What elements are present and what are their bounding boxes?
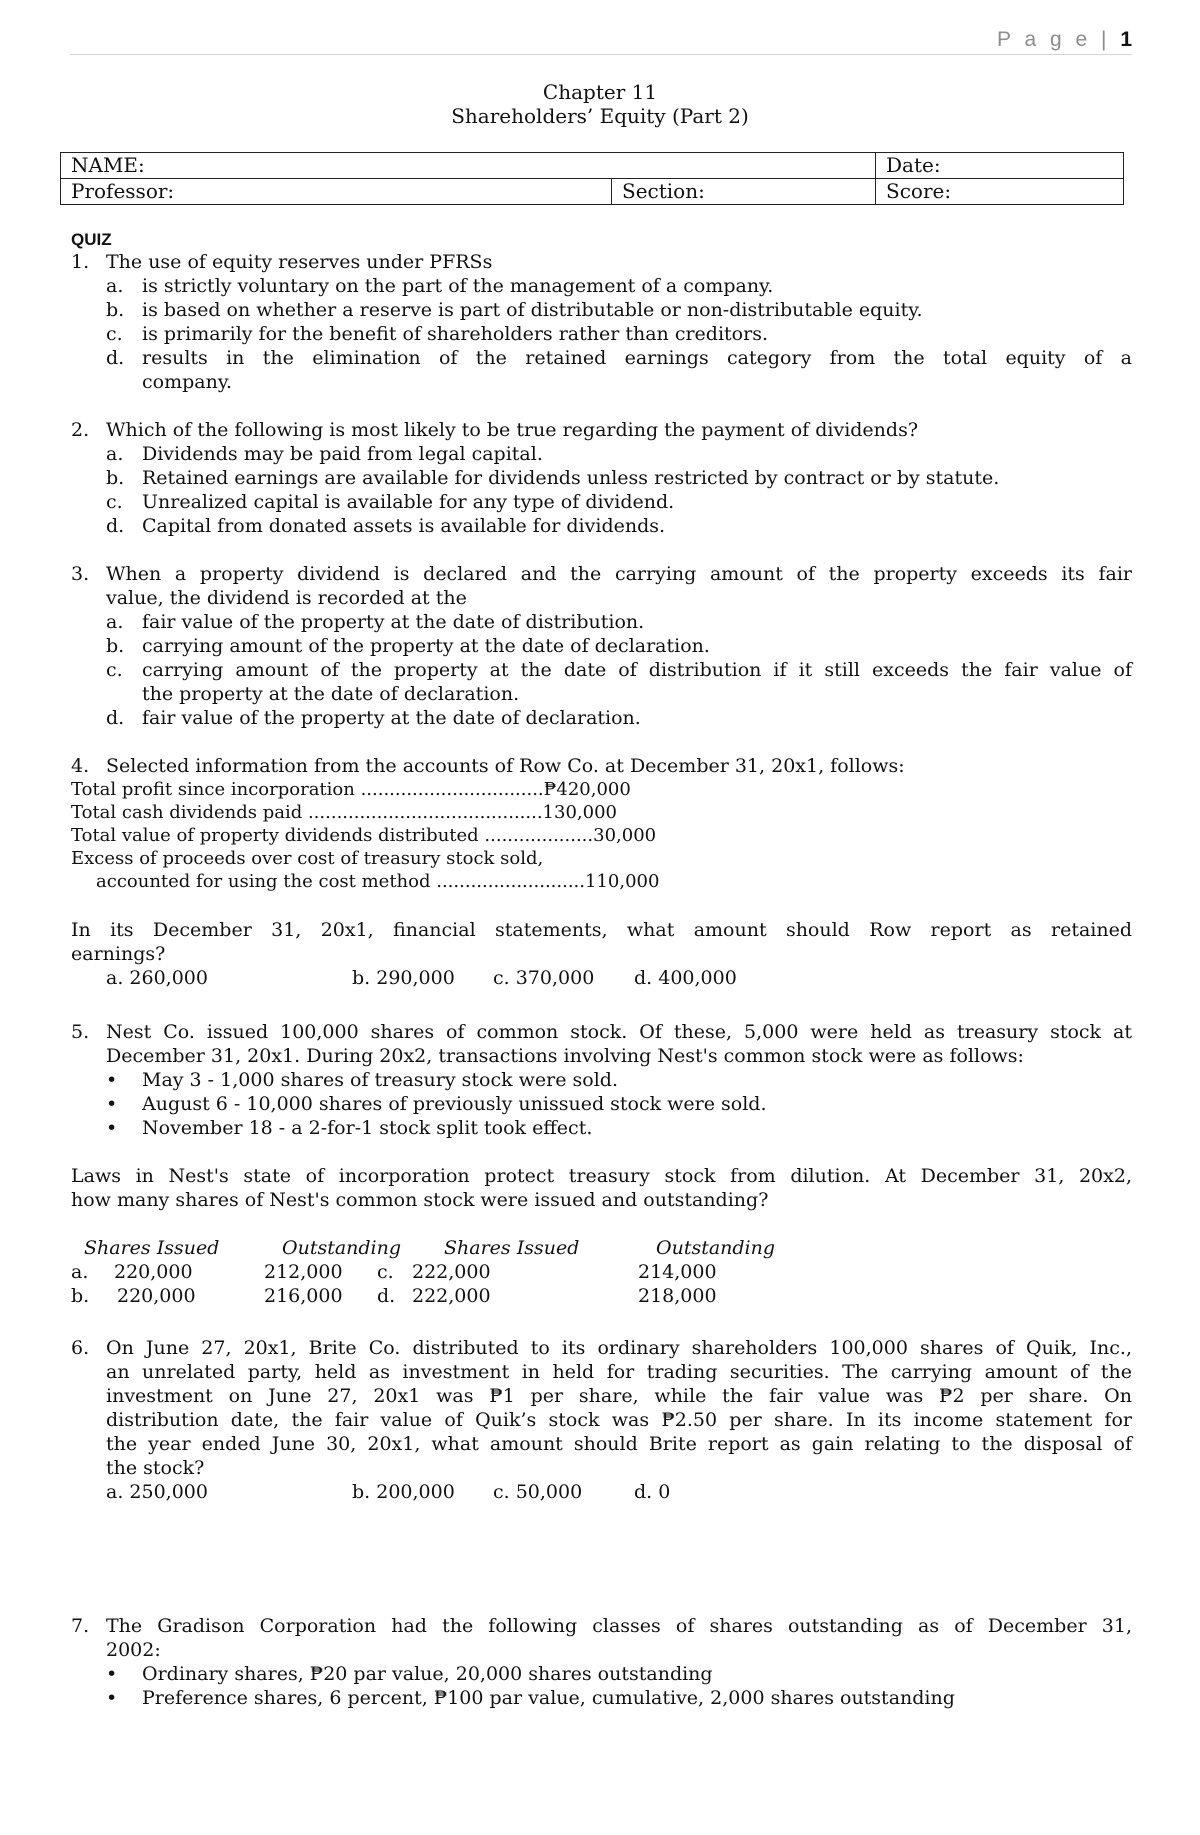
q7-bullet-1: Ordinary shares, ₱20 par value, 20,000 shares outstanding <box>142 1663 713 1685</box>
q6-option-b[interactable]: b. 200,000 <box>352 1481 455 1503</box>
chapter-subtitle: Shareholders’ Equity (Part 2) <box>451 104 749 128</box>
q1-stem: The use of equity reserves under PFRSs <box>106 251 493 273</box>
q1-option-b-letter: b. <box>106 299 125 321</box>
score-field[interactable]: Score: <box>876 179 1124 205</box>
page-header <box>70 22 1132 55</box>
q3-option-c-letter: c. <box>106 659 123 681</box>
q3-stem-cont: value, the dividend is recorded at the <box>106 587 467 609</box>
q2-option-c[interactable]: Unrealized capital is available for any type of dividend. <box>142 491 675 513</box>
professor-field[interactable]: Professor: <box>61 179 612 205</box>
name-field[interactable]: NAME: <box>61 153 876 179</box>
q5-bullet-2: August 6 - 10,000 shares of previously unissued stock were sold. <box>142 1093 767 1115</box>
bullet-icon: • <box>106 1093 118 1115</box>
q3-stem: When a property dividend is declared and the carrying amount of the property exceeds its fair <box>106 563 1132 585</box>
q6-line-6: the stock? <box>106 1457 205 1479</box>
q5-option-d-letter: d. <box>377 1285 396 1307</box>
q3-option-b[interactable]: carrying amount of the property at the date of declaration. <box>142 635 710 657</box>
quiz-label: QUIZ <box>71 230 112 249</box>
q4-option-d[interactable]: d. 400,000 <box>634 967 737 989</box>
q6-option-c[interactable]: c. 50,000 <box>493 1481 583 1503</box>
student-info-table <box>60 152 1124 205</box>
bullet-icon: • <box>106 1069 118 1091</box>
q5-col-outstanding-2: Outstanding <box>656 1237 776 1259</box>
q4-option-a[interactable]: a. 260,000 <box>106 967 208 989</box>
q5-stem: Nest Co. issued 100,000 shares of common stock. Of these, 5,000 were held as treasury stock at <box>106 1021 1132 1043</box>
q1-option-c-letter: c. <box>106 323 123 345</box>
q5-option-a-outstanding[interactable]: 212,000 <box>264 1261 343 1283</box>
q7-line-1: The Gradison Corporation had the following classes of shares outstanding as of December 31, <box>106 1615 1132 1637</box>
q6-line-4: distribution date, the fair value of Quik’s stock was ₱2.50 per share. In its income statement for <box>106 1409 1132 1431</box>
q5-option-c-outstanding[interactable]: 214,000 <box>638 1261 717 1283</box>
q2-stem: Which of the following is most likely to be true regarding the payment of dividends? <box>106 419 919 441</box>
q2-option-d[interactable]: Capital from donated assets is available for dividends. <box>142 515 666 537</box>
q4-question-cont: earnings? <box>71 943 166 965</box>
q5-col-outstanding-1: Outstanding <box>282 1237 402 1259</box>
q1-option-a[interactable]: is strictly voluntary on the part of the management of a company. <box>142 275 774 297</box>
q3-number: 3. <box>71 563 90 585</box>
q5-bullet-1: May 3 - 1,000 shares of treasury stock were sold. <box>142 1069 619 1091</box>
q6-line-2: an unrelated party, held as investment in held for trading securities. The carrying amount of the <box>106 1361 1132 1383</box>
q4-line-cash-dividends: Total cash dividends paid .........................................130,000 <box>71 802 617 823</box>
q6-number: 6. <box>71 1337 90 1359</box>
bullet-icon: • <box>106 1117 118 1139</box>
q3-option-b-letter: b. <box>106 635 125 657</box>
q5-option-c-letter: c. <box>377 1261 394 1283</box>
q5-number: 5. <box>71 1021 90 1043</box>
q4-option-c[interactable]: c. 370,000 <box>493 967 595 989</box>
q5-option-d-outstanding[interactable]: 218,000 <box>638 1285 717 1307</box>
q2-option-b[interactable]: Retained earnings are available for dividends unless restricted by contract or by statute. <box>142 467 1000 489</box>
q4-stem: Selected information from the accounts of Row Co. at December 31, 20x1, follows: <box>106 755 905 777</box>
q4-line-property-dividends: Total value of property dividends distributed ...................30,000 <box>71 825 657 846</box>
bullet-icon: • <box>106 1663 118 1685</box>
q7-bullet-2: Preference shares, 6 percent, ₱100 par value, cumulative, 2,000 shares outstanding <box>142 1687 955 1709</box>
q2-option-b-letter: b. <box>106 467 125 489</box>
q5-option-a-letter: a. <box>71 1261 89 1283</box>
q4-number: 4. <box>71 755 90 777</box>
q1-option-b[interactable]: is based on whether a reserve is part of distributable or non-distributable equity. <box>142 299 923 321</box>
q5-col-shares-issued-2: Shares Issued <box>444 1237 580 1259</box>
q2-option-c-letter: c. <box>106 491 123 513</box>
q1-option-a-letter: a. <box>106 275 124 297</box>
q3-option-a-letter: a. <box>106 611 124 633</box>
q5-option-b-letter: b. <box>71 1285 90 1307</box>
q2-option-a-letter: a. <box>106 443 124 465</box>
q3-option-d-letter: d. <box>106 707 125 729</box>
q5-col-shares-issued-1: Shares Issued <box>84 1237 220 1259</box>
q3-option-c-cont: the property at the date of declaration. <box>142 683 520 705</box>
q5-option-c-issued[interactable]: 222,000 <box>412 1261 491 1283</box>
q6-line-1: On June 27, 20x1, Brite Co. distributed to its ordinary shareholders 100,000 shares of Quik, Inc., <box>106 1337 1132 1359</box>
q2-number: 2. <box>71 419 90 441</box>
q5-bullet-3: November 18 - a 2-for-1 stock split took effect. <box>142 1117 593 1139</box>
date-field[interactable]: Date: <box>876 153 1124 179</box>
q1-option-d[interactable]: results in the elimination of the retained earnings category from the total equity of a <box>142 347 1132 369</box>
q3-option-d[interactable]: fair value of the property at the date of declaration. <box>142 707 641 729</box>
q3-option-a[interactable]: fair value of the property at the date of distribution. <box>142 611 645 633</box>
q4-line-cost-method: accounted for using the cost method ..........................110,000 <box>96 871 660 892</box>
q4-line-profit: Total profit since incorporation ................................₱420,000 <box>71 779 631 800</box>
q5-option-b-issued[interactable]: 220,000 <box>117 1285 196 1307</box>
section-field[interactable]: Section: <box>612 179 876 205</box>
q4-question: In its December 31, 20x1, financial statements, what amount should Row report as retained <box>71 919 1132 941</box>
q5-paragraph-cont: how many shares of Nest's common stock were issued and outstanding? <box>71 1189 769 1211</box>
q6-line-3: investment on June 27, 20x1 was ₱1 per share, while the fair value was ₱2 per share. On <box>106 1385 1132 1407</box>
q1-option-d-letter: d. <box>106 347 125 369</box>
q7-number: 7. <box>71 1615 90 1637</box>
q7-line-2: 2002: <box>106 1639 161 1661</box>
q2-option-a[interactable]: Dividends may be paid from legal capital. <box>142 443 543 465</box>
q4-line-treasury: Excess of proceeds over cost of treasury stock sold, <box>71 848 544 869</box>
q5-option-d-issued[interactable]: 222,000 <box>412 1285 491 1307</box>
page-number-label: P a g e | 1 <box>997 28 1132 51</box>
q5-paragraph: Laws in Nest's state of incorporation protect treasury stock from dilution. At December 31, 20x2, <box>71 1165 1132 1187</box>
q6-option-d[interactable]: d. 0 <box>634 1481 671 1503</box>
q5-option-a-issued[interactable]: 220,000 <box>114 1261 193 1283</box>
q3-option-c[interactable]: carrying amount of the property at the date of distribution if it still exceeds the fair value of <box>142 659 1132 681</box>
q5-option-b-outstanding[interactable]: 216,000 <box>264 1285 343 1307</box>
q6-option-a[interactable]: a. 250,000 <box>106 1481 208 1503</box>
q1-option-c[interactable]: is primarily for the benefit of shareholders rather than creditors. <box>142 323 768 345</box>
bullet-icon: • <box>106 1687 118 1709</box>
q1-number: 1. <box>71 251 90 273</box>
q6-line-5: the year ended June 30, 20x1, what amount should Brite report as gain relating to the disposal of <box>106 1433 1132 1455</box>
chapter-title: Chapter 11 <box>542 80 658 104</box>
q5-stem-cont: December 31, 20x1. During 20x2, transactions involving Nest's common stock were as follows: <box>106 1045 1024 1067</box>
q1-option-d-cont: company. <box>142 371 233 393</box>
q4-option-b[interactable]: b. 290,000 <box>352 967 455 989</box>
q2-option-d-letter: d. <box>106 515 125 537</box>
